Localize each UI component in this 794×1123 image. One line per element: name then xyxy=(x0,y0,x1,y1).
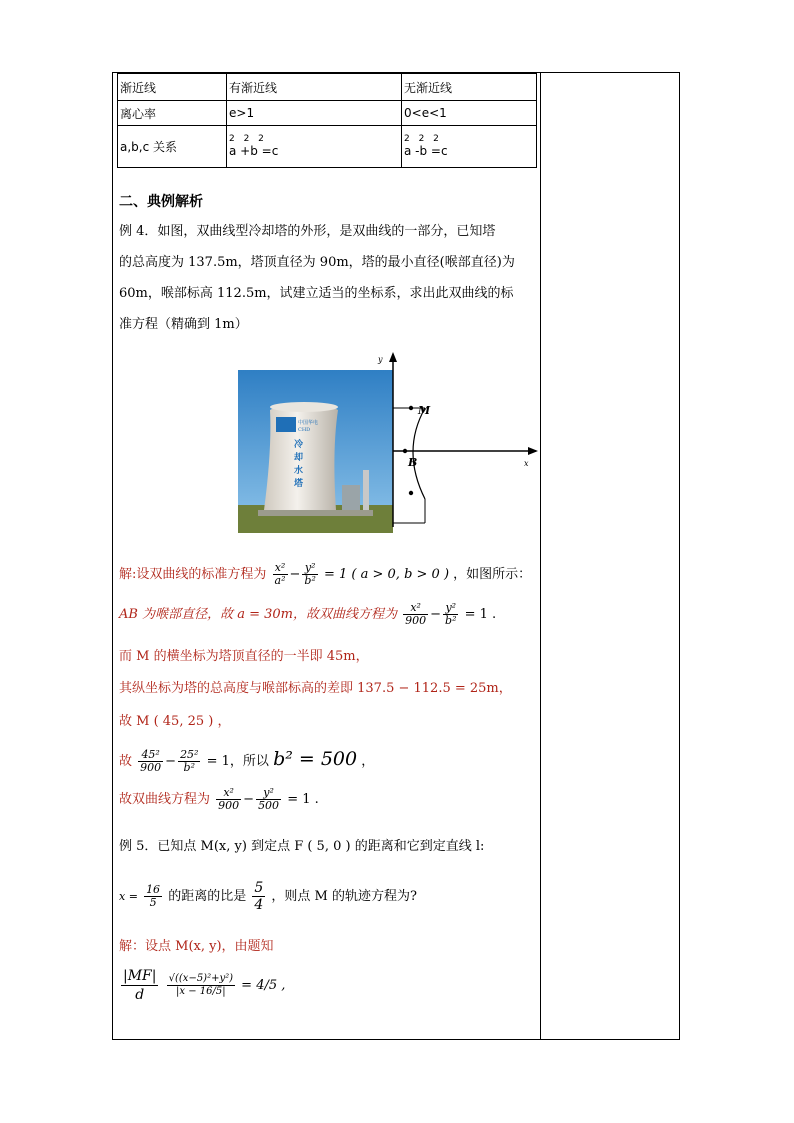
math: = 1 . xyxy=(287,792,319,807)
example-5-line-1: 例 5．已知点 M(x, y) 到定点 F ( 5, 0 ) 的距离和它到定直线 l: xyxy=(119,839,485,854)
solution-line-5: 故 M ( 45, 25 ) ， xyxy=(119,714,231,729)
math: = 1 . xyxy=(464,607,497,622)
brand-text: CHD xyxy=(298,427,311,433)
section xyxy=(119,192,533,340)
row-label: 渐近线 xyxy=(118,74,227,101)
superscripts: 2 2 2 xyxy=(229,134,267,144)
text: ，则点 M 的轨迹方程为? xyxy=(271,889,417,904)
superscripts: 2 2 2 xyxy=(404,134,442,144)
text: ， xyxy=(361,754,375,769)
table-row xyxy=(118,126,537,168)
hyperbola-cell xyxy=(227,126,402,168)
solution-line-6: 故 $\frac{\text{45²}}{900}$ − $\frac{\text{25²}}{\text{b²}}$ = 1，所以 b² = 500 ， xyxy=(119,748,375,774)
fraction: $\frac{\text{√((x−5)²+y²)}}{|x - 16/5|}$ xyxy=(168,973,234,997)
fraction: $\frac{\text{y²}}{\text{b²}}$ xyxy=(304,561,316,587)
table-row xyxy=(118,74,537,101)
example-5-line-2 xyxy=(119,880,417,913)
table-row xyxy=(118,101,537,126)
hyperbola-cell: e>1 xyxy=(227,101,402,126)
fraction: $\frac{\text{y²}}{500}$ xyxy=(258,786,280,812)
tower-char: 水 xyxy=(294,466,304,476)
fraction: $\frac{|MF|}{d}$ xyxy=(123,968,157,1003)
text: ，如图所示： xyxy=(453,567,532,582)
ellipse-cell: 0<e<1 xyxy=(402,101,537,126)
relation: a -b =c xyxy=(404,144,448,158)
relation: a +b =c xyxy=(229,144,279,158)
tower-char: 却 xyxy=(294,453,304,463)
text: 解:设双曲线的标准方程为 xyxy=(119,567,267,582)
math: = 1 ( a > 0, b > 0 ) xyxy=(324,567,450,582)
text: AB 为喉部直径，故 a = 30m，故双曲线方程为 xyxy=(119,607,397,622)
solution-line-2: AB 为喉部直径，故 a = 30m，故双曲线方程为 $\frac{\text{x²}}{900}$ − $\frac{\text{y²}}{\text{b²}}$ = 1 . xyxy=(119,601,497,627)
text: = 1，所以 xyxy=(206,754,269,769)
point-m-label: M xyxy=(418,404,431,417)
paragraph-line: 准方程（精确到 1m） xyxy=(119,317,248,332)
ellipse-cell: 无渐近线 xyxy=(402,74,537,101)
paragraph-line: 60m，喉部标高 112.5m，试建立适当的坐标系，求出此双曲线的标 xyxy=(119,286,514,301)
text: 故双曲线方程为 xyxy=(119,792,211,807)
fraction: $\frac{\text{25²}}{\text{b²}}$ xyxy=(180,748,199,774)
math: = 4/5 , xyxy=(241,978,286,993)
solution-line-3: 而 M 的横坐标为塔顶直径的一半即 45m， xyxy=(119,649,369,664)
paragraph-line: 例 4．如图，双曲线型冷却塔的外形，是双曲线的一部分，已知塔 xyxy=(119,224,496,239)
ellipse-cell xyxy=(402,126,537,168)
point-b-label: B xyxy=(408,456,418,469)
example-5-line-4 xyxy=(119,967,285,1004)
row-label: a,b,c 关系 xyxy=(118,126,227,168)
paragraph-line: 的总高度为 137.5m，塔顶直径为 90m，塔的最小直径(喉部直径)为 xyxy=(119,255,515,270)
text: 故 xyxy=(119,754,133,769)
fraction: $\frac{\text{x²}}{900}$ xyxy=(405,601,427,627)
example-5-line-3: 解：设点 M(x, y)，由题知 xyxy=(119,939,274,954)
hyperbola-cell: 有渐近线 xyxy=(227,74,402,101)
y-axis-label: y xyxy=(378,355,383,364)
fraction: $\frac{\text{45²}}{900}$ xyxy=(140,748,162,774)
solution-line-1: 解:设双曲线的标准方程为 $\frac{\text{x²}}{\text{a²}}$ − $\frac{\text{y²}}{\text{b²}}$ = 1 ( a > 0, b > 0 ) ，如图所示： xyxy=(119,561,532,587)
fraction: $\frac{\text{x²}}{900}$ xyxy=(218,786,240,812)
tower-char: 冷 xyxy=(294,440,304,450)
section-title: 二、典例解析 xyxy=(119,194,203,210)
solution-line-7: 故双曲线方程为 $\frac{\text{x²}}{900}$ − $\frac{\text{y²}}{500}$ = 1 . xyxy=(119,786,319,812)
fraction: $\frac{\text{y²}}{\text{b²}}$ xyxy=(445,601,457,627)
hyperbola-axes-diagram xyxy=(368,352,538,532)
text: 的距离的比是 xyxy=(168,889,247,904)
tower-char: 塔 xyxy=(294,479,304,489)
comparison-table xyxy=(117,73,537,168)
row-label: 离心率 xyxy=(118,101,227,126)
x-axis-label: x xyxy=(524,459,529,468)
math: x = xyxy=(119,890,138,903)
math: b² = 500 xyxy=(273,748,358,770)
solution-line-4: 其纵坐标为塔的总高度与喉部标高的差即 137.5 − 112.5 = 25m， xyxy=(119,681,512,696)
example-4 xyxy=(119,216,533,340)
fraction: $\frac{\text{x²}}{\text{a²}}$ xyxy=(274,561,286,587)
brand-text: 中国华电 xyxy=(298,420,319,426)
fraction: $\frac{16}{5}$ xyxy=(146,883,161,909)
column-divider xyxy=(540,72,541,1040)
fraction: $\frac{5}{4}$ xyxy=(254,880,264,913)
